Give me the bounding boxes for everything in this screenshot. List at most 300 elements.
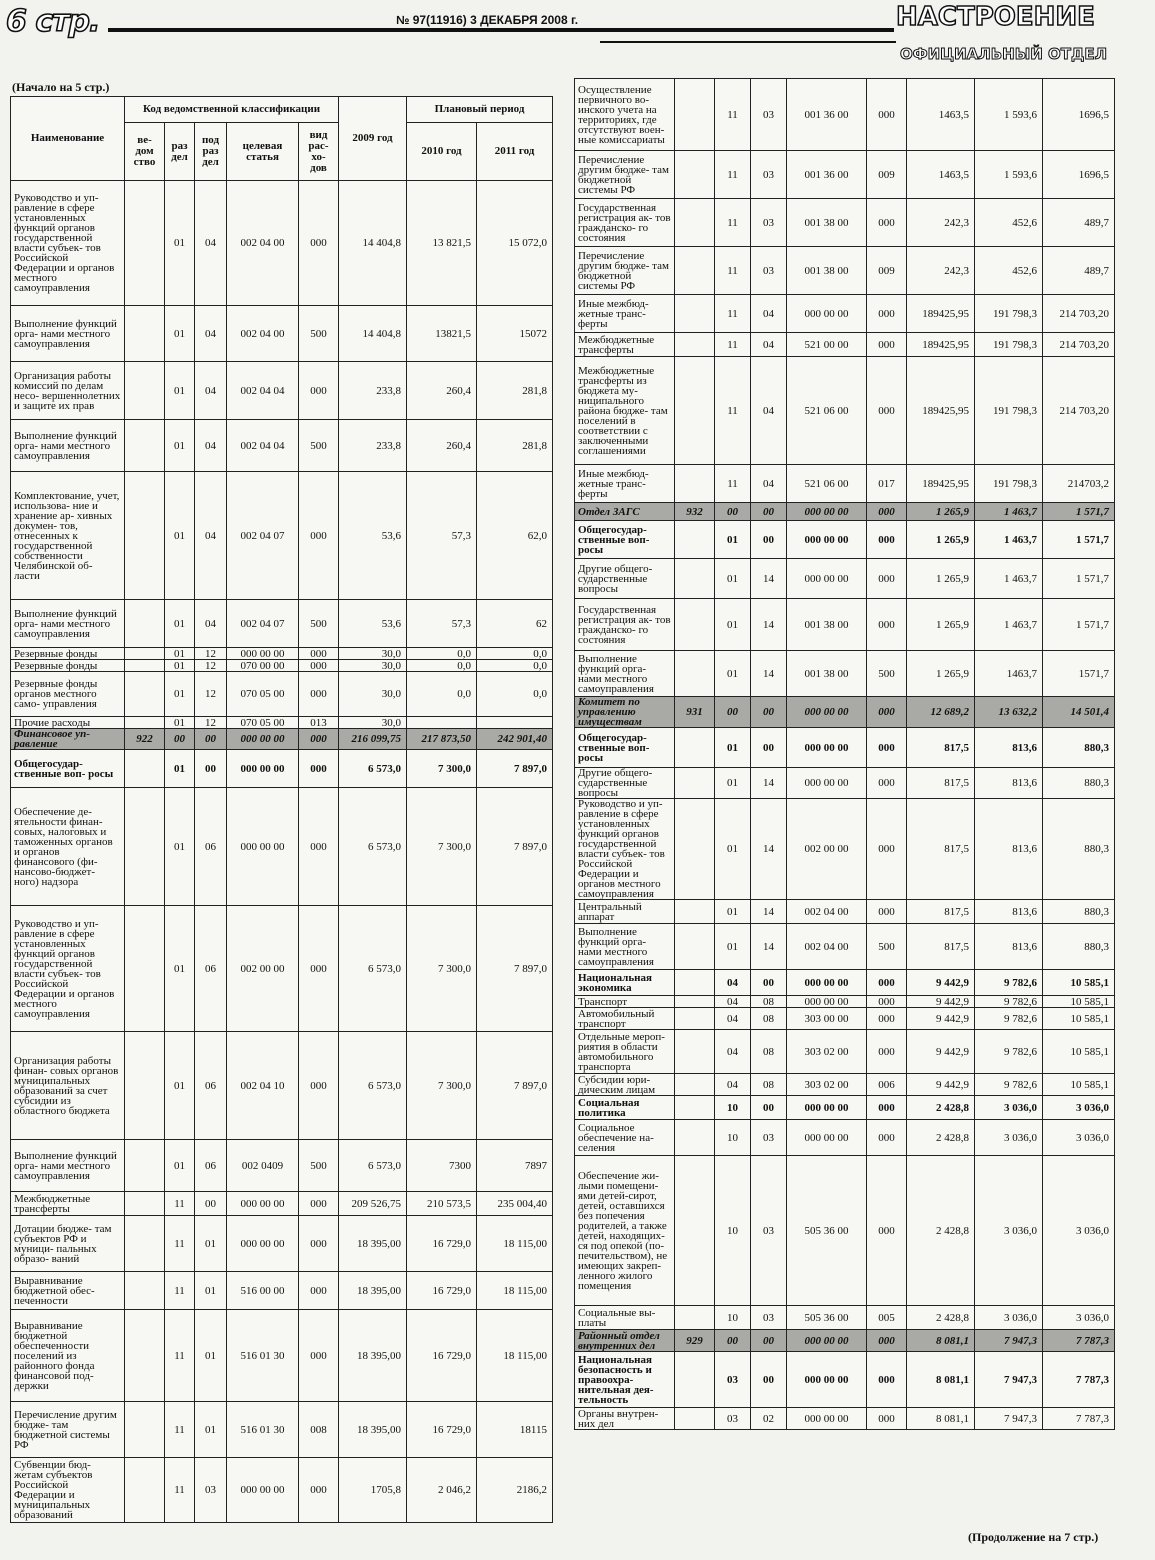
row-vedomstvo (675, 651, 715, 697)
row-vedomstvo (675, 1408, 715, 1430)
row-value-2010: 13 632,2 (975, 697, 1043, 728)
table-row (575, 521, 1115, 559)
row-vid: 000 (867, 996, 907, 1008)
row-statya: 000 00 00 (787, 559, 867, 599)
row-podrazdel: 04 (195, 181, 227, 306)
table-row (11, 1192, 553, 1216)
row-value-2010: 13821,5 (407, 306, 477, 362)
row-vid: 000 (867, 333, 907, 357)
table-row (575, 247, 1115, 295)
row-value-2011: 7 897,0 (477, 788, 553, 906)
row-value-2011: 489,7 (1043, 247, 1115, 295)
row-name: Иные межбюд- жетные транс- ферты (575, 295, 675, 333)
row-podrazdel: 04 (751, 357, 787, 465)
row-statya: 000 00 00 (787, 697, 867, 728)
row-name: Органы внутрен- них дел (575, 1408, 675, 1430)
row-razdel: 01 (165, 420, 195, 472)
row-value-2011: 880,3 (1043, 728, 1115, 768)
row-podrazdel: 03 (195, 1458, 227, 1523)
row-name: Организация работы финан- совых органов муниципальных образований за счет субсидии из областного бюджета (11, 1032, 125, 1140)
row-value-2011: 3 036,0 (1043, 1156, 1115, 1306)
row-razdel: 01 (715, 728, 751, 768)
row-vid: 009 (867, 247, 907, 295)
row-vid: 500 (867, 924, 907, 970)
row-razdel: 01 (715, 799, 751, 900)
row-vedomstvo (125, 648, 165, 660)
row-vid: 000 (299, 750, 339, 788)
row-value-2011: 10 585,1 (1043, 1074, 1115, 1096)
row-name: Субсидии юри- дическим лицам (575, 1074, 675, 1096)
row-name: Автомобильный транспорт (575, 1008, 675, 1030)
row-value-2011: 15072 (477, 306, 553, 362)
row-value-2010: 16 729,0 (407, 1272, 477, 1310)
table-row (11, 1310, 553, 1402)
row-value-2010: 7 947,3 (975, 1352, 1043, 1408)
row-statya: 070 05 00 (227, 717, 299, 729)
row-statya: 516 01 30 (227, 1402, 299, 1458)
row-vedomstvo (125, 672, 165, 717)
row-vid: 000 (867, 1352, 907, 1408)
row-vedomstvo (125, 906, 165, 1032)
row-podrazdel: 08 (751, 1074, 787, 1096)
row-vedomstvo (125, 1402, 165, 1458)
row-vedomstvo (675, 970, 715, 996)
row-statya: 000 00 00 (227, 729, 299, 750)
row-podrazdel: 03 (751, 151, 787, 199)
row-vedomstvo (675, 199, 715, 247)
table-row (575, 1156, 1115, 1306)
row-statya: 000 00 00 (787, 295, 867, 333)
row-podrazdel: 08 (751, 1030, 787, 1074)
row-vid: 000 (867, 697, 907, 728)
row-vedomstvo (125, 181, 165, 306)
row-vedomstvo (675, 1074, 715, 1096)
row-razdel: 01 (715, 924, 751, 970)
row-value-2009: 6 573,0 (339, 1140, 407, 1192)
row-value-2011: 489,7 (1043, 199, 1115, 247)
row-name: Перечисление другим бюдже- там бюджетной системы РФ (575, 151, 675, 199)
row-vedomstvo: 922 (125, 729, 165, 750)
row-razdel: 01 (715, 768, 751, 799)
row-podrazdel: 01 (195, 1310, 227, 1402)
row-statya: 002 04 00 (787, 924, 867, 970)
row-vid: 000 (867, 357, 907, 465)
row-razdel: 01 (165, 788, 195, 906)
row-razdel: 11 (165, 1272, 195, 1310)
row-statya: 002 0409 (227, 1140, 299, 1192)
row-name: Выполнение функций орга- нами местного самоуправления (11, 420, 125, 472)
row-podrazdel: 00 (751, 728, 787, 768)
row-value-2010: 16 729,0 (407, 1310, 477, 1402)
row-podrazdel: 06 (195, 788, 227, 906)
row-vedomstvo (125, 1032, 165, 1140)
table-row (575, 924, 1115, 970)
row-razdel: 01 (715, 599, 751, 651)
row-name: Выравнивание бюджетной обеспеченности поселений из районного фонда финансовой под- держки (11, 1310, 125, 1402)
row-value-2011: 1571,7 (1043, 651, 1115, 697)
row-statya: 000 00 00 (787, 996, 867, 1008)
row-value-2010: 452,6 (975, 247, 1043, 295)
row-podrazdel: 03 (751, 199, 787, 247)
row-value-2010: 16 729,0 (407, 1216, 477, 1272)
table-row (575, 900, 1115, 924)
row-value-2009: 189425,95 (907, 465, 975, 503)
row-value-2011: 18 115,00 (477, 1310, 553, 1402)
table-row (575, 1408, 1115, 1430)
row-value-2009: 817,5 (907, 924, 975, 970)
row-value-2010: 260,4 (407, 420, 477, 472)
row-value-2010: 3 036,0 (975, 1120, 1043, 1156)
continued-from-note: (Начало на 5 стр.) (12, 80, 110, 94)
header-plan-group: Плановый период (407, 97, 553, 123)
row-name: Межбюджетные трансферты (11, 1192, 125, 1216)
row-podrazdel: 04 (195, 362, 227, 420)
row-value-2011: 1 571,7 (1043, 521, 1115, 559)
row-value-2011: 214 703,20 (1043, 295, 1115, 333)
row-vid: 000 (867, 1008, 907, 1030)
row-statya: 002 00 00 (787, 799, 867, 900)
row-razdel: 01 (715, 900, 751, 924)
row-name: Резервные фонды органов местного само- управления (11, 672, 125, 717)
row-podrazdel: 04 (751, 465, 787, 503)
page-number: 6 стр. (6, 4, 100, 39)
header-vid: вид рас- хо- дов (299, 123, 339, 181)
row-razdel: 01 (715, 651, 751, 697)
row-razdel: 01 (715, 521, 751, 559)
row-vedomstvo (125, 472, 165, 600)
row-name: Социальная политика (575, 1096, 675, 1120)
table-row (575, 79, 1115, 151)
row-value-2009: 8 081,1 (907, 1330, 975, 1352)
row-vid: 000 (299, 472, 339, 600)
row-value-2011: 3 036,0 (1043, 1120, 1115, 1156)
row-vid: 500 (299, 600, 339, 648)
row-value-2011: 7 787,3 (1043, 1330, 1115, 1352)
row-vid: 000 (867, 79, 907, 151)
row-vedomstvo (675, 559, 715, 599)
row-vid: 013 (299, 717, 339, 729)
row-razdel: 04 (715, 970, 751, 996)
row-statya: 303 02 00 (787, 1074, 867, 1096)
row-vedomstvo (675, 799, 715, 900)
row-razdel: 11 (165, 1310, 195, 1402)
row-razdel: 01 (165, 306, 195, 362)
row-vid: 000 (867, 1096, 907, 1120)
row-value-2010: 7 300,0 (407, 1032, 477, 1140)
header-rule-secondary (600, 41, 896, 43)
row-vid: 000 (867, 559, 907, 599)
table-row (11, 648, 553, 660)
row-statya: 000 00 00 (787, 1408, 867, 1430)
row-name: Выравнивание бюджетной обес- печенности (11, 1272, 125, 1310)
row-statya: 000 00 00 (787, 1120, 867, 1156)
row-value-2009: 189425,95 (907, 333, 975, 357)
table-row (575, 465, 1115, 503)
row-value-2011: 14 501,4 (1043, 697, 1115, 728)
row-value-2011 (477, 717, 553, 729)
table-row (11, 672, 553, 717)
row-value-2010: 7 300,0 (407, 906, 477, 1032)
row-podrazdel: 03 (751, 1120, 787, 1156)
row-vid: 000 (299, 1310, 339, 1402)
table-row (11, 306, 553, 362)
row-podrazdel: 14 (751, 900, 787, 924)
row-vedomstvo (675, 1156, 715, 1306)
page-header (0, 0, 1155, 72)
row-value-2011: 7 897,0 (477, 750, 553, 788)
row-value-2009: 6 573,0 (339, 750, 407, 788)
table-row (575, 1008, 1115, 1030)
table-row (575, 199, 1115, 247)
row-name: Другие общего- сударственные вопросы (575, 559, 675, 599)
row-statya: 001 38 00 (787, 599, 867, 651)
row-vid: 000 (299, 729, 339, 750)
row-podrazdel: 06 (195, 1140, 227, 1192)
department-title: ОФИЦИАЛЬНЫЙ ОТДЕЛ (900, 45, 1108, 63)
row-podrazdel: 04 (751, 295, 787, 333)
row-value-2009: 817,5 (907, 799, 975, 900)
row-razdel: 00 (715, 697, 751, 728)
row-statya: 002 04 04 (227, 420, 299, 472)
row-value-2011: 7 787,3 (1043, 1352, 1115, 1408)
row-razdel: 01 (165, 1140, 195, 1192)
row-podrazdel: 00 (195, 1192, 227, 1216)
row-razdel: 01 (165, 181, 195, 306)
row-podrazdel: 00 (751, 521, 787, 559)
row-value-2009: 9 442,9 (907, 1008, 975, 1030)
row-value-2010: 0,0 (407, 672, 477, 717)
row-podrazdel: 08 (751, 1008, 787, 1030)
row-value-2009: 6 573,0 (339, 906, 407, 1032)
row-razdel: 11 (715, 199, 751, 247)
header-code-group: Код ведомственной классификации (125, 97, 339, 123)
row-vid: 000 (867, 1330, 907, 1352)
row-statya: 521 00 00 (787, 333, 867, 357)
row-razdel: 11 (165, 1192, 195, 1216)
row-vedomstvo (675, 521, 715, 559)
row-value-2009: 53,6 (339, 472, 407, 600)
row-razdel: 10 (715, 1120, 751, 1156)
row-value-2010: 7 947,3 (975, 1408, 1043, 1430)
row-value-2009: 30,0 (339, 672, 407, 717)
row-vedomstvo (675, 599, 715, 651)
row-razdel: 01 (165, 906, 195, 1032)
table-row (575, 768, 1115, 799)
row-value-2010: 9 782,6 (975, 1008, 1043, 1030)
row-name: Руководство и уп- равление в сфере установленных функций органов государственной власти субъек- тов Российской Федерации и органов местного самоуправления (11, 906, 125, 1032)
row-razdel: 01 (165, 600, 195, 648)
row-name: Национальная безопасность и правоохра- нительная дея- тельность (575, 1352, 675, 1408)
row-vid: 500 (299, 420, 339, 472)
row-value-2009: 18 395,00 (339, 1272, 407, 1310)
row-value-2009: 2 428,8 (907, 1120, 975, 1156)
row-name: Руководство и уп- равление в сфере установленных функций органов государственной власти субъек- тов Российской Федерации и органов местного самоуправления (575, 799, 675, 900)
row-value-2011: 7897 (477, 1140, 553, 1192)
row-razdel: 01 (165, 648, 195, 660)
row-value-2009: 189425,95 (907, 295, 975, 333)
row-statya: 000 00 00 (787, 1096, 867, 1120)
row-podrazdel: 14 (751, 924, 787, 970)
row-podrazdel: 00 (751, 1096, 787, 1120)
row-value-2011: 242 901,40 (477, 729, 553, 750)
row-vid: 008 (299, 1402, 339, 1458)
row-vedomstvo (675, 1030, 715, 1074)
row-vid: 017 (867, 465, 907, 503)
row-value-2009: 1 265,9 (907, 559, 975, 599)
row-podrazdel: 01 (195, 1272, 227, 1310)
row-vedomstvo: 932 (675, 503, 715, 521)
row-value-2011: 2186,2 (477, 1458, 553, 1523)
row-podrazdel: 12 (195, 660, 227, 672)
row-value-2009: 14 404,8 (339, 181, 407, 306)
table-row (575, 1306, 1115, 1330)
row-value-2010: 0,0 (407, 648, 477, 660)
row-vid: 000 (299, 181, 339, 306)
row-value-2009: 233,8 (339, 420, 407, 472)
row-value-2011: 214 703,20 (1043, 357, 1115, 465)
row-podrazdel: 06 (195, 906, 227, 1032)
row-value-2009: 8 081,1 (907, 1408, 975, 1430)
budget-table-right (574, 78, 1115, 1430)
row-value-2011: 0,0 (477, 672, 553, 717)
row-razdel: 11 (165, 1458, 195, 1523)
row-value-2011: 281,8 (477, 362, 553, 420)
row-razdel: 11 (715, 465, 751, 503)
row-vedomstvo (675, 79, 715, 151)
row-value-2009: 18 395,00 (339, 1310, 407, 1402)
row-value-2010: 217 873,50 (407, 729, 477, 750)
row-vid: 009 (867, 151, 907, 199)
budget-table-left (10, 96, 553, 1523)
row-razdel: 11 (715, 247, 751, 295)
row-name: Перечисление другим бюдже- там бюджетной системы РФ (11, 1402, 125, 1458)
row-value-2011: 1696,5 (1043, 151, 1115, 199)
row-statya: 303 02 00 (787, 1030, 867, 1074)
row-podrazdel: 02 (751, 1408, 787, 1430)
table-row (575, 1330, 1115, 1352)
row-vedomstvo (125, 1192, 165, 1216)
row-razdel: 01 (165, 1032, 195, 1140)
row-name: Перечисление другим бюдже- там бюджетной системы РФ (575, 247, 675, 295)
row-vedomstvo (675, 1306, 715, 1330)
header-razdel: раз дел (165, 123, 195, 181)
row-vid: 000 (867, 728, 907, 768)
row-value-2011: 214703,2 (1043, 465, 1115, 503)
row-vedomstvo (675, 900, 715, 924)
row-razdel: 11 (715, 357, 751, 465)
row-value-2010: 210 573,5 (407, 1192, 477, 1216)
row-value-2010: 16 729,0 (407, 1402, 477, 1458)
row-name: Выполнение функций орга- нами местного самоуправления (11, 600, 125, 648)
row-value-2009: 9 442,9 (907, 996, 975, 1008)
row-value-2011: 18115 (477, 1402, 553, 1458)
row-value-2009: 6 573,0 (339, 788, 407, 906)
row-value-2010: 9 782,6 (975, 970, 1043, 996)
row-name: Выполнение функций орга- нами местного самоуправления (11, 1140, 125, 1192)
row-value-2011: 62 (477, 600, 553, 648)
row-vedomstvo: 929 (675, 1330, 715, 1352)
table-row (575, 333, 1115, 357)
row-value-2009: 30,0 (339, 717, 407, 729)
row-vid: 000 (867, 599, 907, 651)
row-vedomstvo (675, 295, 715, 333)
row-statya: 000 00 00 (227, 750, 299, 788)
row-name: Иные межбюд- жетные транс- ферты (575, 465, 675, 503)
row-value-2011: 10 585,1 (1043, 970, 1115, 996)
row-statya: 002 04 00 (227, 306, 299, 362)
row-podrazdel: 04 (195, 306, 227, 362)
row-razdel: 01 (165, 660, 195, 672)
row-podrazdel: 03 (751, 247, 787, 295)
table-row (11, 1458, 553, 1523)
row-razdel: 04 (715, 996, 751, 1008)
row-name: Обеспечение жи- лыми помещени- ями детей-сирот, детей, оставшихся без попечения родителей, а также детей, находящих- ся под опекой (по- печительством), не имеющих закреп- ленного жилого помещения (575, 1156, 675, 1306)
row-razdel: 11 (715, 333, 751, 357)
row-value-2009: 2 428,8 (907, 1096, 975, 1120)
table-row (11, 600, 553, 648)
row-vedomstvo (675, 924, 715, 970)
row-value-2009: 8 081,1 (907, 1352, 975, 1408)
row-podrazdel: 14 (751, 559, 787, 599)
row-vedomstvo (675, 151, 715, 199)
row-statya: 002 04 07 (227, 600, 299, 648)
row-value-2011: 880,3 (1043, 799, 1115, 900)
table-row (575, 1120, 1115, 1156)
row-value-2010: 3 036,0 (975, 1156, 1043, 1306)
row-value-2009: 2 428,8 (907, 1306, 975, 1330)
row-name: Государственная регистрация ак- тов гражданско- го состояния (575, 199, 675, 247)
row-statya: 000 00 00 (787, 728, 867, 768)
row-value-2011: 880,3 (1043, 924, 1115, 970)
row-value-2011: 15 072,0 (477, 181, 553, 306)
row-value-2009: 242,3 (907, 247, 975, 295)
row-value-2011: 1 571,7 (1043, 599, 1115, 651)
table-row (11, 1272, 553, 1310)
row-razdel: 03 (715, 1352, 751, 1408)
header-vedomstvo: ве- дом ство (125, 123, 165, 181)
row-value-2011: 10 585,1 (1043, 1008, 1115, 1030)
row-statya: 001 36 00 (787, 151, 867, 199)
row-value-2009: 2 428,8 (907, 1156, 975, 1306)
row-vid: 000 (867, 970, 907, 996)
row-podrazdel: 04 (751, 333, 787, 357)
row-vedomstvo (125, 788, 165, 906)
row-vedomstvo (675, 1120, 715, 1156)
row-value-2010: 3 036,0 (975, 1096, 1043, 1120)
row-vid: 000 (299, 1216, 339, 1272)
row-statya: 505 36 00 (787, 1306, 867, 1330)
row-name: Транспорт (575, 996, 675, 1008)
row-name: Комитет по управлению имуществам (575, 697, 675, 728)
row-vedomstvo (125, 306, 165, 362)
row-vid: 000 (867, 199, 907, 247)
row-name: Руководство и уп- равление в сфере установленных функций органов государственной власти субъек- тов Российской Федерации и органов местного самоуправления (11, 181, 125, 306)
table-row (575, 697, 1115, 728)
row-vid: 000 (867, 768, 907, 799)
row-podrazdel: 08 (751, 996, 787, 1008)
row-vid: 000 (299, 1272, 339, 1310)
row-statya: 000 00 00 (227, 1458, 299, 1523)
row-vid: 005 (867, 1306, 907, 1330)
row-statya: 505 36 00 (787, 1156, 867, 1306)
row-razdel: 03 (715, 1408, 751, 1430)
row-razdel: 11 (165, 1216, 195, 1272)
row-value-2011: 10 585,1 (1043, 996, 1115, 1008)
row-value-2010: 813,6 (975, 924, 1043, 970)
table-row (11, 472, 553, 600)
row-value-2010: 57,3 (407, 600, 477, 648)
row-value-2009: 9 442,9 (907, 1074, 975, 1096)
